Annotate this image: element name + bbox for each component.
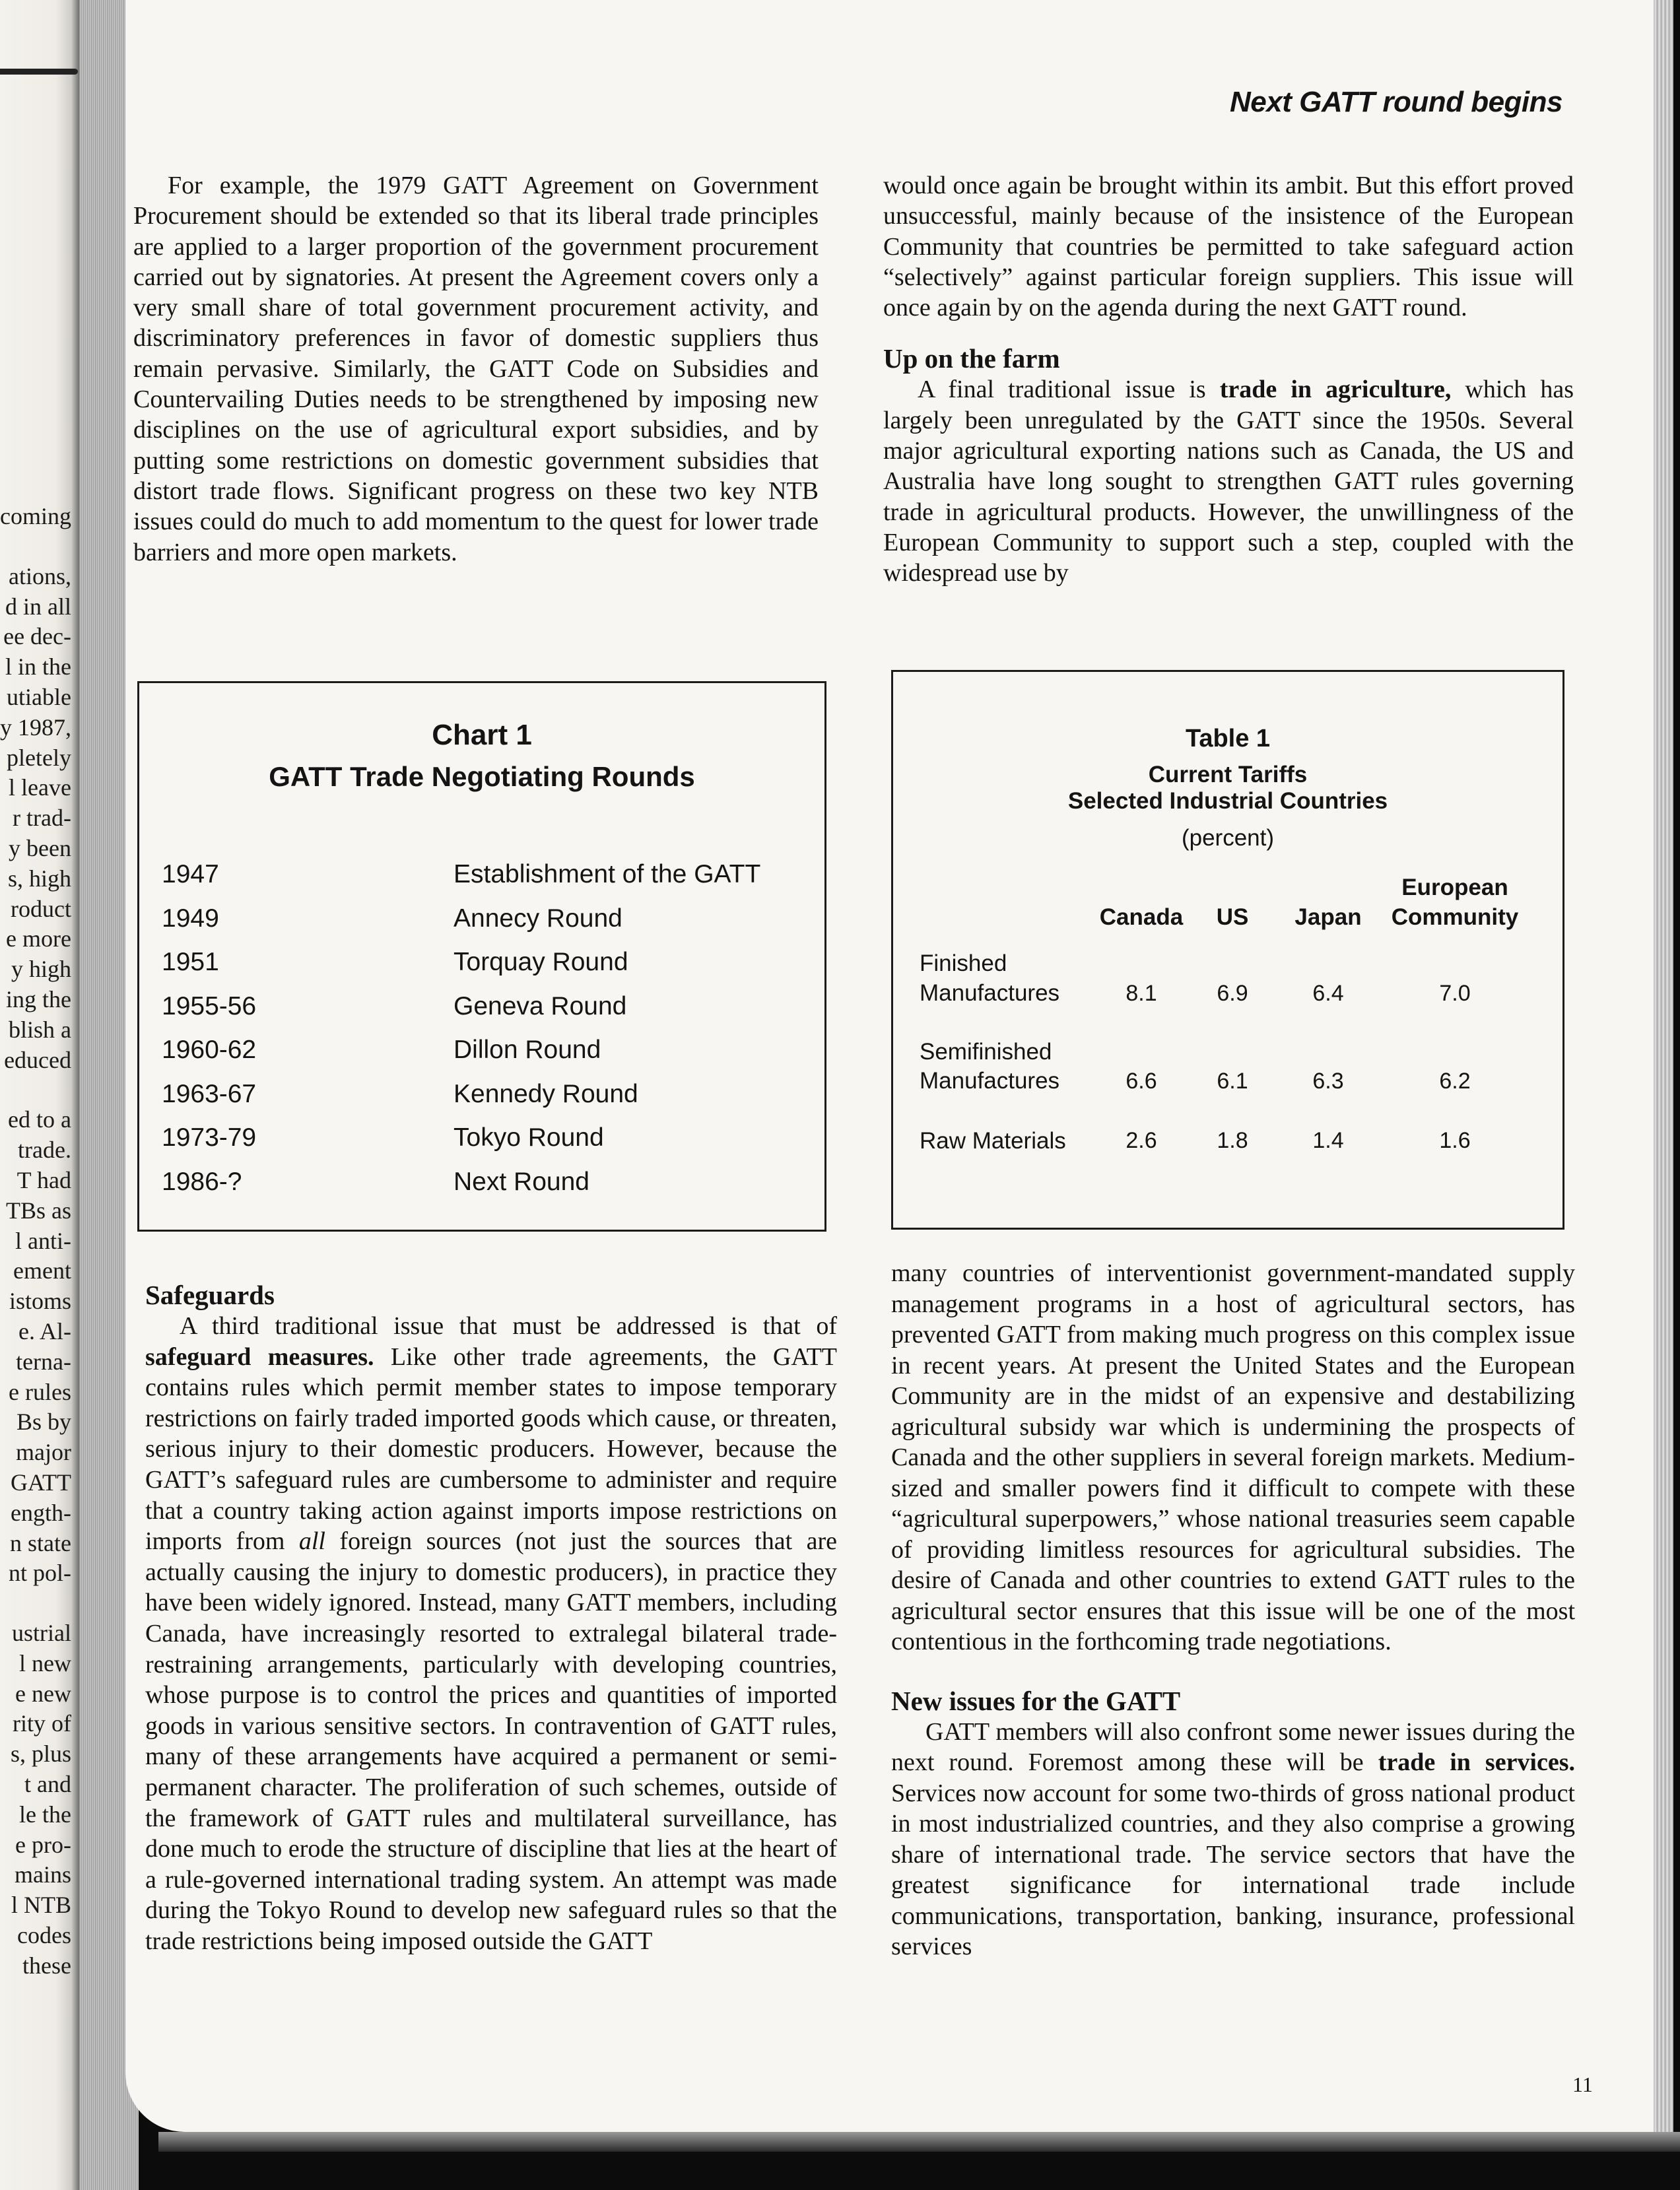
previous-page-line: d in all — [5, 593, 71, 620]
previous-page-line: l in the — [5, 653, 71, 680]
previous-page-line: rity of — [13, 1710, 71, 1737]
previous-page-line: e. Al- — [18, 1317, 71, 1344]
services-text-lead: GATT members will also confront some newer issues during the next round. Foremost among these will be — [891, 1717, 1575, 1776]
row-label-finished-1: Finished — [920, 950, 1007, 976]
chart-row-year: 1955-56 — [162, 991, 257, 1020]
table-1-title: Table 1 — [1185, 725, 1271, 752]
chart-row-year: 1973-79 — [162, 1123, 257, 1152]
previous-page-line: GATT — [11, 1469, 71, 1496]
chart-row-event: Torquay Round — [454, 948, 628, 976]
chart-row-event: Annecy Round — [454, 904, 622, 933]
previous-page-line: ee dec- — [3, 623, 71, 650]
safeguards-text-tail: foreign sources (not just the sources that are actually causing the injury to domestic producers), in practice they have been widely ignored. Instead, many GATT members, including Canada, have increasingly resorted to extralegal bilateral trade-restraining arrangements, particularly with developing countries, whose purpose is to control the prices and quantities of imported goods in various sensitive sectors. In contravention of GATT rules, many of these arrangements have acquired a permanent or semi-permanent character. The proliferation of such schemes, outside of the framework of GATT rules and multilateral surveillance, has done much to erode the structure of discipline that lies at the heart of a rule-governed international trading system. An attempt was made during the Tokyo Round to develop new safeguard rules so that the trade restrictions being imposed outside the GATT — [145, 1527, 838, 1955]
previous-page-line: s, plus — [10, 1741, 71, 1768]
previous-page-line: y been — [9, 834, 71, 861]
chart-row-event: Geneva Round — [454, 991, 627, 1020]
previous-page-line: these — [22, 1952, 71, 1979]
column-header-canada: Canada — [1099, 904, 1184, 930]
right-column-bottom — [891, 1258, 1575, 1962]
previous-page-line: s, high — [7, 865, 71, 892]
right-column-top — [883, 170, 1574, 589]
previous-page-line: istoms — [9, 1288, 71, 1315]
previous-page-line: l NTB — [11, 1892, 71, 1919]
previous-page-line: educed — [4, 1046, 71, 1073]
safeguards-text-mid: Like other trade agreements, the GATT contains rules which permit member states to impose temporary restrictions on fairly traded imported goods which cause, or threaten, serious injury to their domestic producers. However, because the GATT’s safeguard rules are cumbersome to administer and require that a country taking action against imports impose restrictions on imports from — [145, 1343, 837, 1556]
previous-page-line: e more — [6, 925, 71, 952]
services-term: trade in services. — [1378, 1748, 1576, 1776]
row-label-semifinished-1: Semifinished — [920, 1039, 1052, 1065]
previous-page-line: terna- — [16, 1348, 71, 1375]
table-cell: 6.6 — [1126, 1069, 1157, 1094]
chart-row-year: 1951 — [162, 948, 219, 976]
previous-page-line: nt pol- — [9, 1560, 71, 1587]
previous-page-rule — [0, 69, 78, 75]
table-1-unit: (percent) — [1181, 825, 1275, 851]
table-cell: 6.9 — [1217, 981, 1248, 1006]
previous-page-line: l new — [19, 1649, 71, 1676]
previous-page-line: ing the — [6, 985, 71, 1012]
chart-row-year: 1947 — [162, 860, 219, 888]
column-header-us: US — [1216, 904, 1249, 930]
safeguards-term: safeguard measures. — [145, 1343, 374, 1371]
chart-row-year: 1949 — [162, 904, 219, 933]
previous-page-line: coming — [0, 503, 71, 529]
previous-page-line: mains — [15, 1861, 71, 1888]
table-1-box — [891, 670, 1564, 1230]
safeguards-paragraph — [145, 1311, 837, 1956]
table-cell: 6.3 — [1312, 1069, 1344, 1094]
previous-page-line: ength- — [11, 1499, 71, 1526]
row-label-finished-2: Manufactures — [920, 980, 1060, 1006]
chart-row-event: Kennedy Round — [454, 1079, 638, 1108]
chart-row-year: 1960-62 — [162, 1036, 257, 1064]
previous-page-line: y 1987, — [0, 713, 71, 741]
table-cell: 6.2 — [1439, 1069, 1471, 1094]
chart-row-event: Tokyo Round — [454, 1123, 604, 1152]
previous-page-edge — [0, 0, 79, 2190]
farm-term: trade in agriculture, — [1219, 376, 1452, 404]
table-cell: 2.6 — [1126, 1128, 1157, 1153]
chart-row-event: Dillon Round — [454, 1036, 601, 1064]
left-column-top — [133, 170, 819, 568]
table-cell: 7.0 — [1439, 981, 1471, 1006]
previous-page-line: ustrial — [12, 1620, 71, 1647]
chart-row-year: 1963-67 — [162, 1079, 257, 1108]
table-cell: 1.8 — [1217, 1128, 1248, 1153]
table-cell: 6.1 — [1217, 1069, 1248, 1094]
farm-heading: Up on the farm — [883, 343, 1060, 374]
services-paragraph — [891, 1717, 1575, 1962]
previous-page-line: TBs as — [6, 1197, 71, 1224]
previous-page-line: l anti- — [15, 1227, 71, 1254]
previous-page-line: utiable — [7, 683, 71, 710]
previous-page-line: roduct — [11, 895, 71, 922]
new-issues-heading: New issues for the GATT — [891, 1685, 1181, 1716]
previous-page-line: pletely — [7, 744, 71, 771]
column-header-european: European — [1401, 875, 1508, 900]
page-right-edge — [1654, 0, 1673, 2132]
procurement-paragraph: For example, the 1979 GATT Agreement on Government Procurement should be extended so that its liberal trade principles are applied to a larger proportion of the government procurement carried out by signatories. At present the Agreement covers only a very small share of total government procurement activity, and discriminatory preferences in favor of domestic suppliers thus remain pervasive. Similarly, the GATT Code on Subsidies and Countervailing Duties needs to be strengthened by imposing new disciplines on the use of agricultural export subsidies, and by putting some restrictions on domestic government subsidies that distort trade flows. Significant progress on these two key NTB issues could do much to add momentum to the quest for lower trade barriers and more open markets. — [133, 172, 819, 566]
previous-page-line: e pro- — [15, 1831, 71, 1858]
table-cell: 6.4 — [1312, 981, 1344, 1006]
chart-1-title: Chart 1 — [432, 719, 532, 751]
previous-page-line: trade. — [18, 1137, 71, 1164]
previous-page-line: major — [16, 1439, 71, 1466]
safeguards-emphasis: all — [298, 1527, 325, 1556]
running-head: Next GATT round begins — [1230, 86, 1562, 118]
page — [125, 0, 1673, 2132]
chart-row-event: Establishment of the GATT — [454, 860, 761, 888]
previous-page-line: t and — [24, 1771, 71, 1798]
column-header-japan: Japan — [1294, 904, 1362, 930]
table-cell: 1.6 — [1439, 1128, 1471, 1153]
table-1-subtitle-1: Current Tariffs — [1148, 762, 1308, 787]
previous-page-line: blish a — [9, 1016, 71, 1043]
farm-text-tail: which has largely been unregulated by the GATT since the 1950s. Several major agricultural exporting nations such as Canada, the US and Australia have long sought to strengthen GATT rules governing trade in agricultural products. However, the unwillingness of the European Community to support such a step, coupled with the widespread use by — [883, 376, 1574, 587]
agriculture-paragraph — [883, 374, 1574, 588]
previous-page-line: e new — [15, 1680, 71, 1707]
previous-page-line: n state — [10, 1529, 71, 1556]
row-label-semifinished-2: Manufactures — [920, 1068, 1060, 1094]
safeguards-section — [145, 1279, 837, 1956]
chart-1-subtitle: GATT Trade Negotiating Rounds — [269, 761, 695, 792]
safeguards-heading: Safeguards — [145, 1280, 275, 1310]
previous-page-line: le the — [19, 1801, 71, 1828]
table-1-subtitle-2: Selected Industrial Countries — [1067, 788, 1388, 814]
previous-page-text — [0, 502, 71, 1981]
previous-page-line: ed to a — [8, 1106, 71, 1133]
previous-page-line: y high — [11, 956, 71, 983]
previous-page-line: ement — [13, 1257, 71, 1284]
agriculture-continuation-paragraph: many countries of interventionist government-mandated supply management programs in a host of agricultural sectors, has prevented GATT from making much progress on this complex issue in recent years. At present the United States and the European Community are in the midst of an expensive and destabilizing agricultural subsidy war which is undermining the prospects of Canada and the other suppliers in several foreign markets. Medium-sized and smaller powers find it difficult to compete with these “agricultural superpowers,” whose national treasuries seem capable of providing limitless resources for agricultural subsidies. The desire of Canada and other countries to extend GATT rules to the agricultural sector ensures that this issue will be one of the most contentious in the forthcoming trade negotiations. — [891, 1259, 1575, 1655]
previous-page-line: T had — [17, 1166, 71, 1193]
previous-page-line: r trad- — [13, 805, 71, 832]
table-cell: 1.4 — [1312, 1128, 1344, 1153]
row-label-raw-materials: Raw Materials — [920, 1128, 1066, 1154]
safeguards-text-lead: A third traditional issue that must be addressed is that of — [180, 1312, 837, 1340]
page-bottom-shadow — [158, 2132, 1680, 2152]
chart-row-event: Next Round — [454, 1167, 589, 1196]
services-text-tail: Services now account for some two-thirds of gross national product in most industrialized countries, and they also comprise a growing share of international trade. The service sectors that have the greatest significance for international trade include communications, transportation, banking, insurance, professional services — [891, 1779, 1575, 1960]
previous-page-line: e rules — [9, 1378, 71, 1405]
safeguard-continuation-paragraph: would once again be brought within its ambit. But this effort proved unsuccessful, mainly because of the insistence of the European Community that countries be permitted to take safeguard action “selectively” against particular foreign suppliers. This issue will once again by on the agenda during the next GATT round. — [883, 172, 1574, 322]
previous-page-line: ations, — [9, 562, 71, 589]
farm-text-lead: A final traditional issue is — [918, 376, 1206, 404]
page-number: 11 — [1572, 2073, 1593, 2096]
previous-page-line: codes — [17, 1922, 71, 1949]
chart-1-box — [137, 681, 826, 1232]
previous-page-line: l leave — [9, 774, 71, 801]
table-cell: 8.1 — [1126, 981, 1157, 1006]
chart-row-year: 1986-? — [162, 1167, 242, 1196]
previous-page-line: Bs by — [16, 1409, 71, 1436]
column-header-community: Community — [1391, 904, 1519, 930]
